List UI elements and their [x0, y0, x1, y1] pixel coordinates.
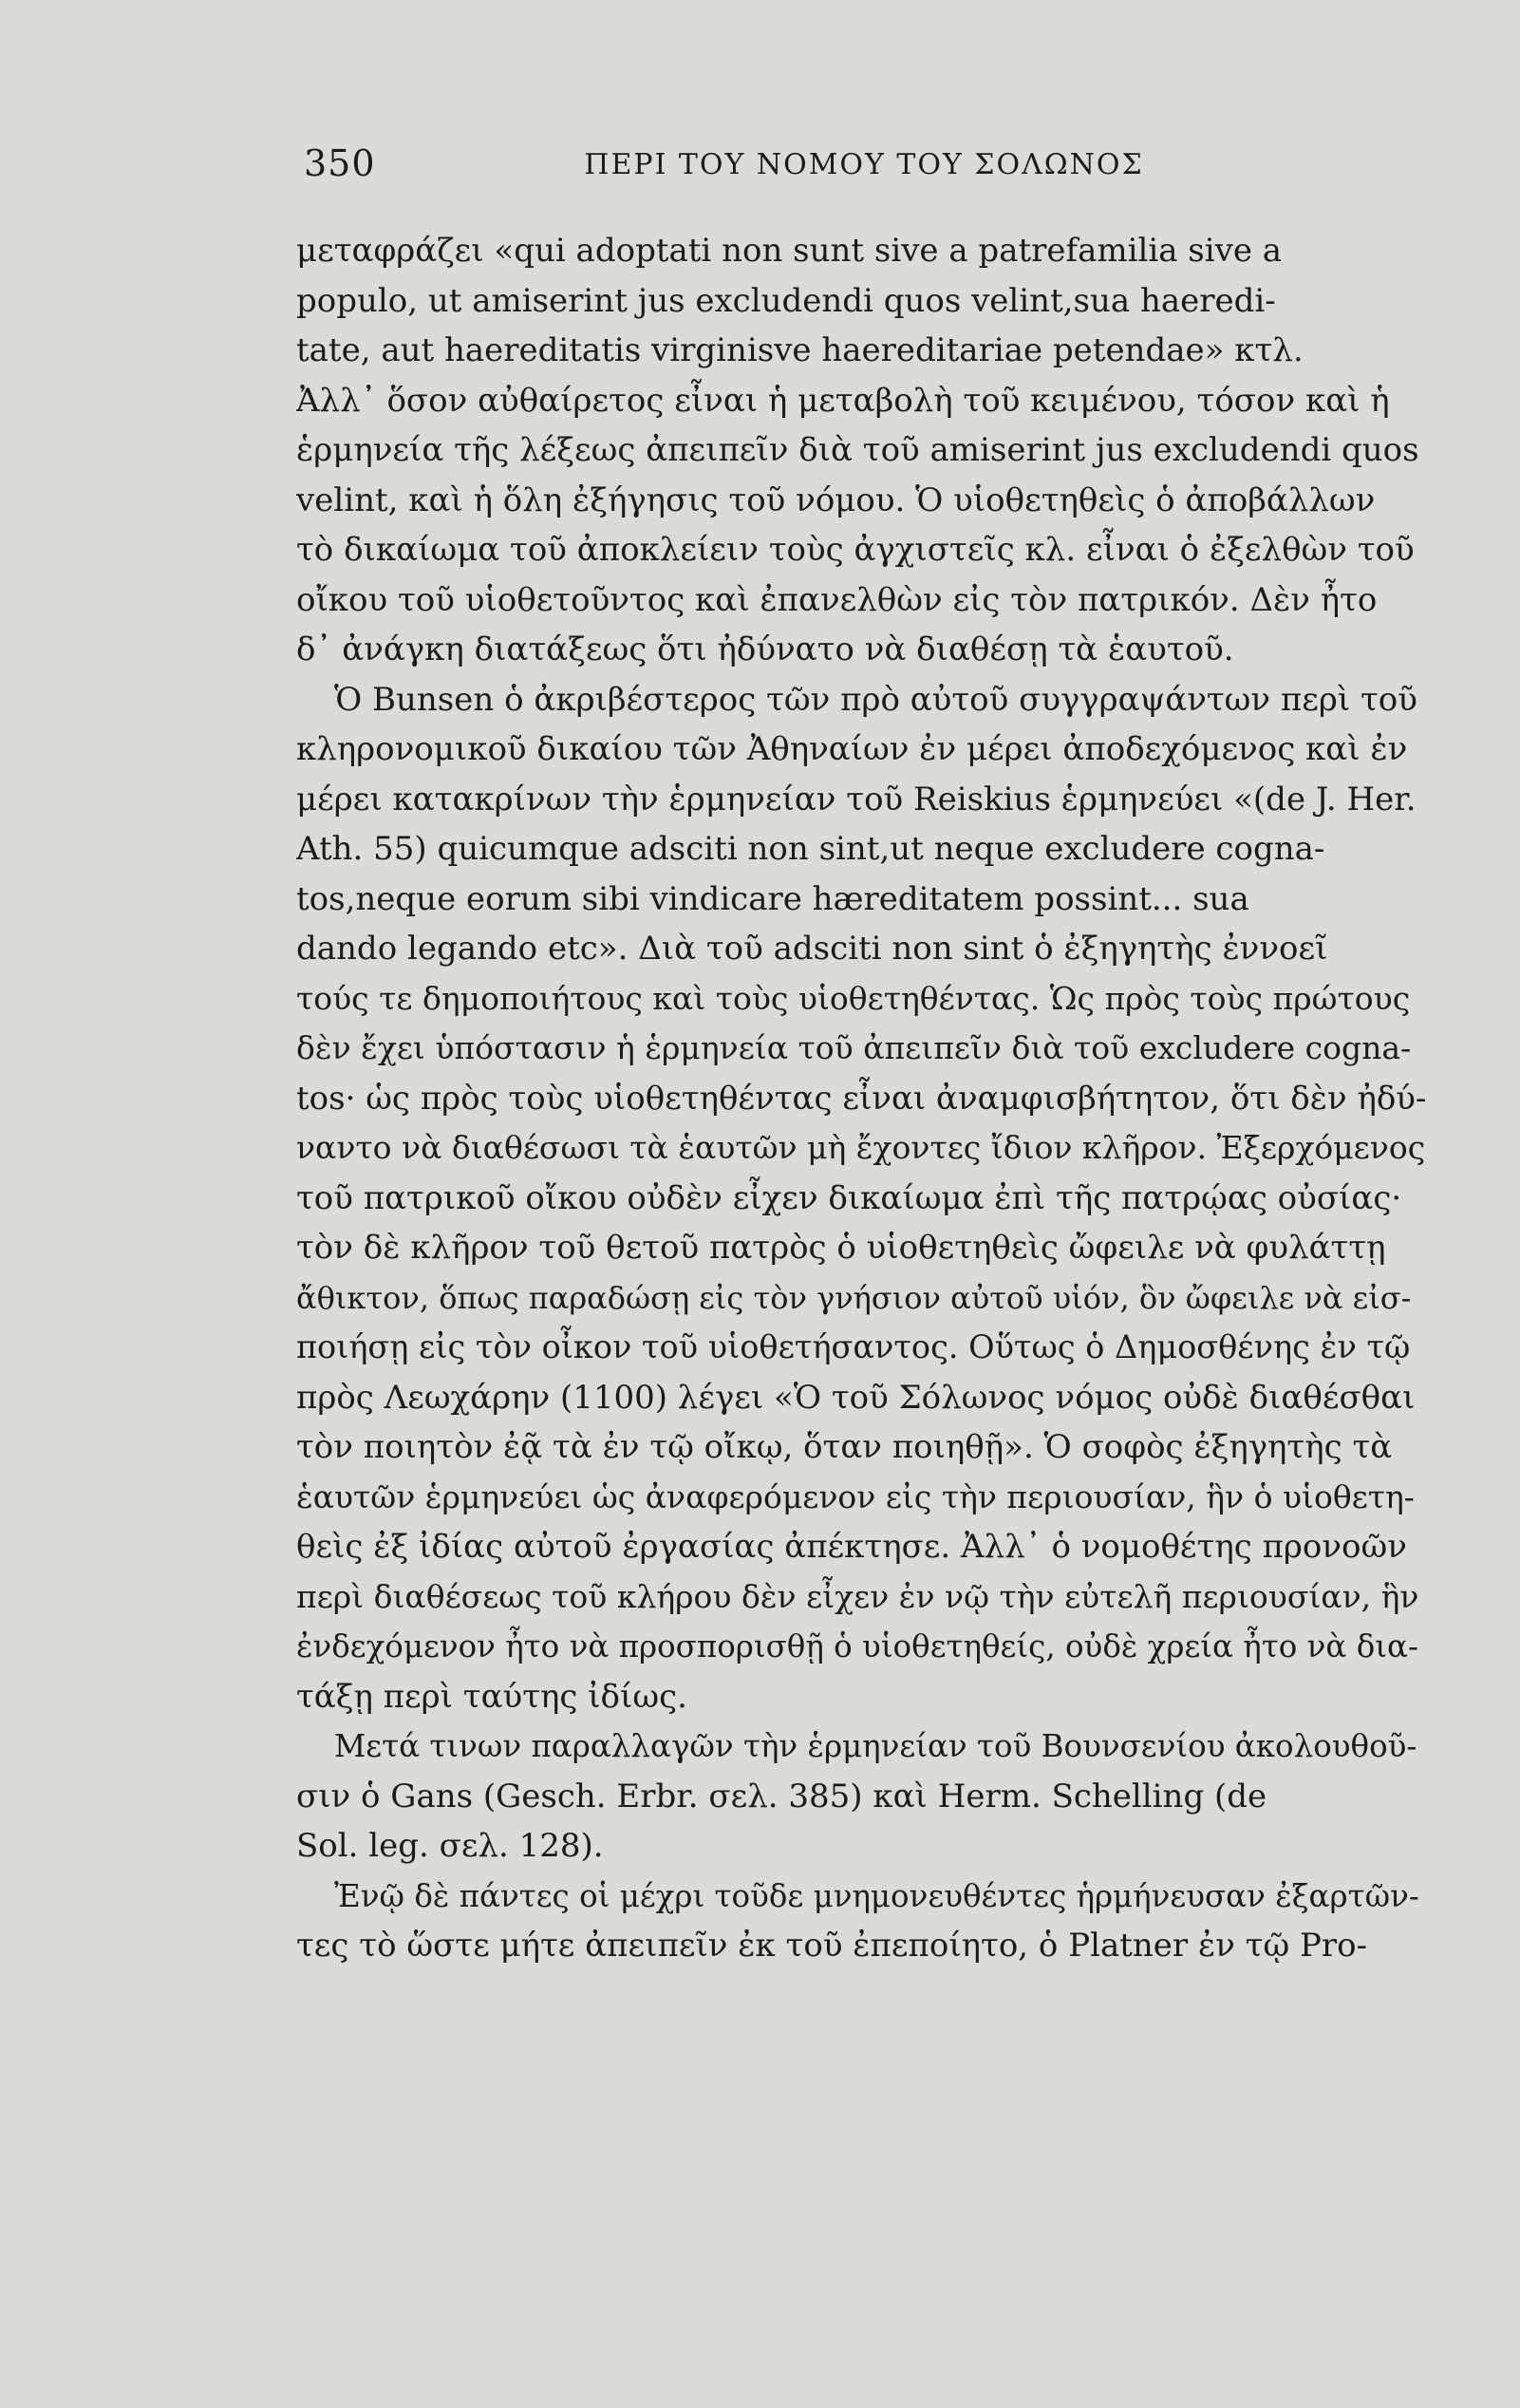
text-line: ἄθικτον, ὅπως παραδώσῃ εἰς τὸν γνήσιον αὐτοῦ υἱόν, ὃν ὤφειλε νὰ εἰσ- [296, 1279, 1412, 1316]
text-line: Ὁ Bunsen ὁ ἀκριβέστερος τῶν πρὸ αὐτοῦ συγγραψάντων περὶ τοῦ [334, 680, 1417, 719]
text-line: περὶ διαθέσεως τοῦ κλήρου δὲν εἶχεν ἐν νῷ τὴν εὐτελῆ περιουσίαν, ἣν [296, 1577, 1419, 1615]
text-line: Ἀλλ᾿ ὅσον αὐθαίρετος εἶναι ἡ μεταβολὴ τοῦ κειμένου, τόσον καὶ ἡ [296, 381, 1390, 420]
text-line: κληρονομικοῦ δικαίου τῶν Ἀθηναίων ἐν μέρει ἀποδεχόμενος καὶ ἐν [296, 730, 1408, 768]
text-line: τάξῃ περὶ ταύτης ἰδίως. [296, 1677, 687, 1716]
text-line: οἴκου τοῦ υἱοθετοῦντος καὶ ἐπανελθὼν εἰς τὸν πατρικόν. Δὲν ἦτο [296, 580, 1378, 619]
text-line: τὸν δὲ κλῆρον τοῦ θετοῦ πατρὸς ὁ υἱοθετηθεὶς ὤφειλε νὰ φυλάττῃ [296, 1229, 1386, 1267]
text-line: dando legando etc». Διὰ τοῦ adsciti non sint ὁ ἐξηγητὴς ἐννοεῖ [296, 930, 1328, 968]
text-line: μέρει κατακρίνων τὴν ἑρμηνείαν τοῦ Reiskius ἑρμηνεύει «(de J. Her. [296, 780, 1417, 818]
text-line: velint, καὶ ἡ ὅλη ἐξήγησις τοῦ νόμου. Ὁ υἱοθετηθεὶς ὁ ἀποβάλλων [296, 480, 1376, 519]
text-line: ναντο νὰ διαθέσωσι τὰ ἑαυτῶν μὴ ἔχοντες ἴδιον κλῆρον. Ἐξερχόμενος [296, 1129, 1426, 1166]
paragraph-1 [296, 226, 1426, 675]
text-line: τὸ δικαίωμα τοῦ ἀποκλείειν τοὺς ἀγχιστεῖς κλ. εἶναι ὁ ἐξελθὼν τοῦ [296, 531, 1415, 569]
text-line: ἑαυτῶν ἑρμηνεύει ὡς ἀναφερόμενον εἰς τὴν περιουσίαν, ἣν ὁ υἱοθετη- [296, 1477, 1415, 1515]
text-line: Ἐνῷ δὲ πάντες οἱ μέχρι τοῦδε μνημονευθέντες ἡρμήνευσαν ἐξαρτῶν- [334, 1877, 1419, 1914]
text-line: δὲν ἔχει ὑπόστασιν ἡ ἑρμηνεία τοῦ ἀπειπεῖν διὰ τοῦ excludere cogna- [296, 1029, 1412, 1066]
text-line: tos· ὡς πρὸς τοὺς υἱοθετηθέντας εἶναι ἀναμφισβήτητον, ὅτι δὲν ἠδύ- [296, 1079, 1426, 1118]
paragraph-2 [296, 675, 1426, 1722]
text-line: μεταφράζει «qui adoptati non sunt sive a patrefamilia sive a [296, 232, 1283, 270]
text-line: δ᾿ ἀνάγκη διατάξεως ὅτι ἠδύνατο νὰ διαθέσῃ τὰ ἑαυτοῦ. [296, 630, 1234, 668]
text-line: θεὶς ἐξ ἰδίας αὐτοῦ ἐργασίας ἀπέκτησε. Ἀλλ᾿ ὁ νομοθέτης προνοῶν [296, 1528, 1407, 1566]
text-line: populo, ut amiserint jus excludendi quos velint,sua haeredi- [296, 281, 1276, 320]
text-line: τὸν ποιητὸν ἐᾷ τὰ ἐν τῷ οἴκῳ, ὅταν ποιηθῇ». Ὁ σοφὸς ἐξηγητὴς τὰ [296, 1428, 1393, 1466]
text-line: tos,neque eorum sibi vindicare hæreditatem possint... sua [296, 879, 1249, 918]
text-line: πρὸς Λεωχάρην (1100) λέγει «Ὁ τοῦ Σόλωνος νόμος οὐδὲ διαθέσθαι [296, 1378, 1416, 1417]
text-line: tate, aut haereditatis virginisve haereditariae petendae» κτλ. [296, 331, 1304, 369]
text-line: ποιήσῃ εἰς τὸν οἶκον τοῦ υἱοθετήσαντος. Οὕτως ὁ Δημοσθένης ἐν τῷ [296, 1328, 1411, 1365]
paragraph-3 [296, 1721, 1426, 1872]
text-line: Ath. 55) quicumque adsciti non sint,ut neque excludere cogna- [296, 830, 1325, 868]
text-line: τες τὸ ὥστε μήτε ἀπειπεῖν ἐκ τοῦ ἐπεποίητο, ὁ Platner ἐν τῷ Pro- [296, 1927, 1368, 1965]
page-header [304, 142, 1424, 199]
text-line: Sol. leg. σελ. 128). [296, 1827, 604, 1865]
running-head: ΠΕΡΙ ΤΟΥ ΝΟΜΟΥ ΤΟΥ ΣΟΛΩΝΟΣ [584, 148, 1144, 181]
body-text [296, 226, 1426, 1971]
text-line: σιν ὁ Gans (Gesch. Erbr. σελ. 385) καὶ Herm. Schelling (de [296, 1777, 1267, 1815]
paragraph-4 [296, 1872, 1426, 1971]
text-line: ἑρμηνεία τῆς λέξεως ἀπειπεῖν διὰ τοῦ amiserint jus excludendi quos [296, 431, 1419, 469]
page-number: 350 [304, 142, 376, 184]
text-line: ἐνδεχόμενον ἦτο νὰ προσπορισθῇ ὁ υἱοθετηθείς, οὐδὲ χρεία ἦτο νὰ δια- [296, 1628, 1418, 1665]
text-line: Μετά τινων παραλλαγῶν τὴν ἑρμηνείαν τοῦ Βουνσενίου ἀκολουθοῦ- [334, 1728, 1417, 1764]
text-line: τοῦ πατρικοῦ οἴκου οὐδὲν εἶχεν δικαίωμα ἐπὶ τῆς πατρῴας οὐσίας· [296, 1178, 1402, 1217]
text-line: τούς τε δημοποιήτους καὶ τοὺς υἱοθετηθέντας. Ὡς πρὸς τοὺς πρώτους [296, 979, 1411, 1017]
